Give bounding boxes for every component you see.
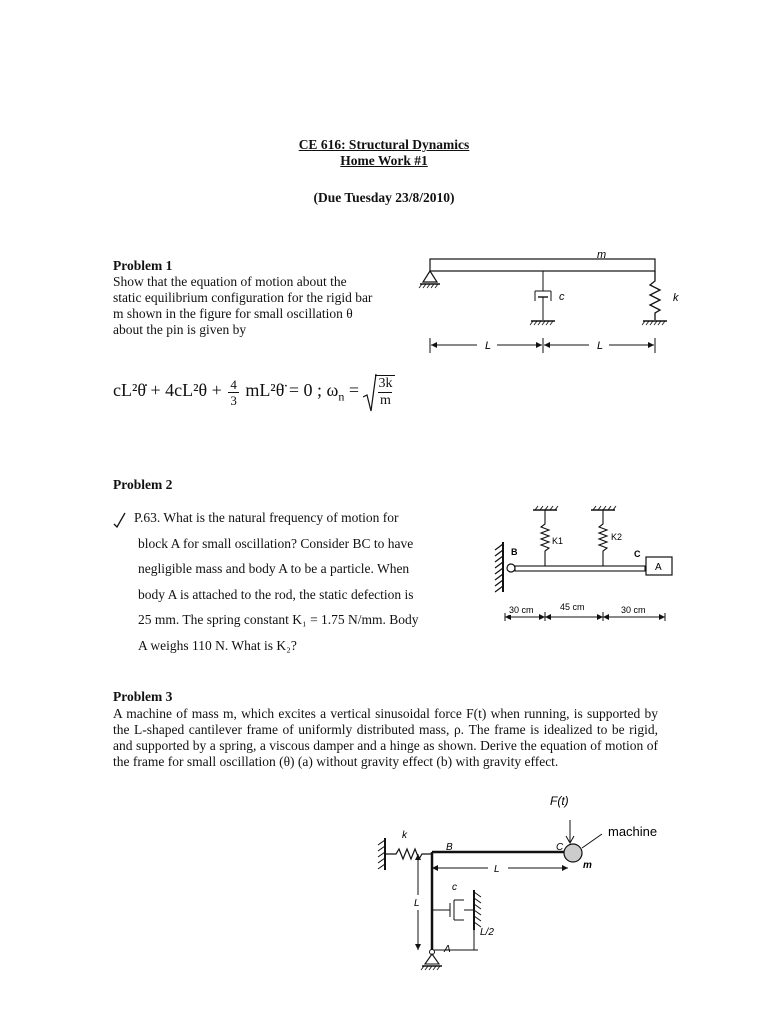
eq-frac-num: 4 [230, 376, 237, 392]
machine-mass [564, 844, 582, 862]
force-label: F(t) [550, 794, 569, 808]
homework-title: Home Work #1 [340, 153, 428, 168]
due-date: (Due Tuesday 23/8/2010) [313, 190, 455, 205]
spring [642, 271, 667, 325]
problem2-title: Problem 2 [113, 477, 173, 492]
problem1-line: m shown in the figure for small oscillation θ [113, 306, 353, 321]
problem2-line: block A for small oscillation? Consider BC to have [138, 535, 414, 551]
spring-k [385, 849, 432, 859]
eq-part-b: mL²θ̈ = 0 ; ω [245, 380, 339, 401]
eq-part-a: cL²θ̇ + 4cL²θ + [113, 380, 222, 401]
problem2-line: negligible mass and body A to be a particle. When [138, 561, 410, 576]
dim-45cm: 45 cm [560, 602, 585, 612]
dim-l-vertical: L [414, 898, 420, 909]
dim-l-half: L/2 [480, 927, 494, 938]
rod-bc [515, 566, 645, 571]
problem2-line: body A is attached to the rod, the static defection is [138, 586, 414, 602]
spring-k1-label: K1 [552, 536, 564, 546]
block-a-label: A [655, 562, 662, 573]
eq-frac-den: 3 [230, 392, 237, 408]
problem3-figure [370, 790, 670, 980]
eq-equals: = [344, 380, 364, 401]
problem1-equation [113, 375, 395, 409]
eq-subscript: n [338, 389, 345, 404]
damper-c-label: c [452, 882, 457, 893]
dim-30cm-left: 30 cm [509, 605, 534, 615]
spring-k2-label: K2 [611, 532, 623, 542]
dim-l-horizontal: L [494, 864, 500, 875]
dim-l1: L [485, 340, 492, 352]
problem1-figure [415, 245, 695, 360]
spring-label: k [673, 292, 679, 304]
pin-support [423, 271, 437, 282]
point-b-label: B [511, 547, 518, 557]
problem3-text: A machine of mass m, which excites a vertical sinusoidal force F(t) when running, is supported by the L-shaped cantilever frame of uniformly distributed mass, ρ. The frame is idealized to be rigid, and supported by a spring, a viscous damper and a hinge as shown. Derive the equation of motion of the frame for small oscillation (θ) (a) without gravity effect (b) with gravity effect. [113, 706, 658, 769]
problem1-line: Show that the equation of motion about the [113, 274, 347, 289]
eq-sqrt-num: 3k [378, 376, 393, 391]
problem1-title: Problem 1 [113, 258, 173, 273]
eq-sqrt-den: m [380, 393, 391, 408]
spring-k-label: k [402, 830, 407, 841]
machine-label: machine [608, 824, 658, 839]
problem1-line: static equilibrium configuration for the rigid bar [113, 290, 373, 305]
course-title: CE 616: Structural Dynamics [298, 137, 470, 152]
damper-label: c [559, 291, 565, 303]
rigid-bar [430, 259, 655, 271]
problem1-line: about the pin is given by [113, 322, 247, 337]
problem3-title: Problem 3 [113, 689, 173, 704]
mass-m-label: m [583, 860, 592, 871]
point-a-label: A [444, 944, 451, 955]
point-c-label: C [634, 549, 641, 559]
mass-label: m [597, 249, 607, 261]
dim-30cm-right: 30 cm [621, 605, 646, 615]
dim-l2: L [597, 340, 604, 352]
problem2-line: P.63. What is the natural frequency of motion for [134, 510, 399, 525]
problem2-text [120, 505, 460, 658]
eq-fraction [228, 377, 239, 408]
point-b-label: B [446, 842, 453, 853]
problem2-figure [485, 500, 685, 630]
problem2-line: 25 mm. The spring constant K₁ = 1.75 N/mm. Body [138, 612, 419, 627]
damper [530, 271, 555, 325]
problem1-text [113, 274, 372, 338]
hinge-a [425, 954, 439, 964]
eq-sqrt [363, 375, 395, 409]
problem2-line: A weighs 110 N. What is K₂? [138, 637, 297, 653]
point-c-label: C [556, 842, 564, 853]
